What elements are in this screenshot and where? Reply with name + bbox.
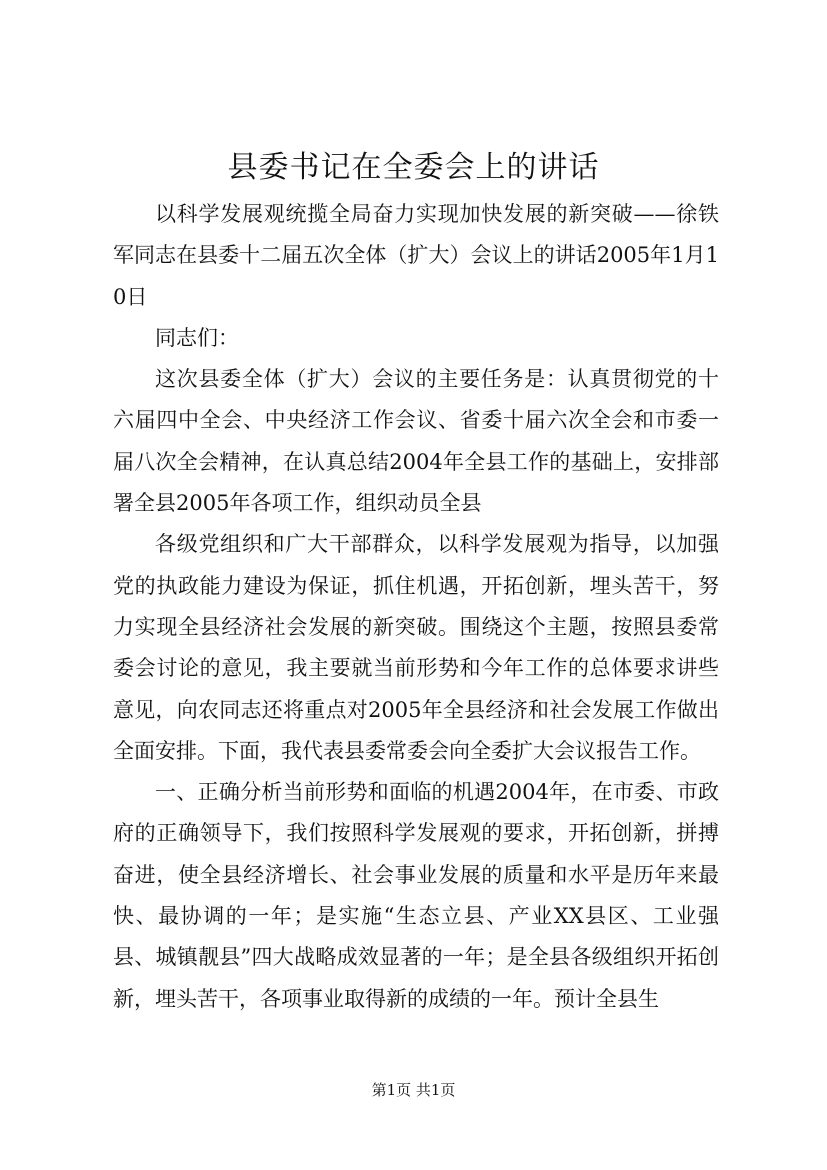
document-title: 县委书记在全委会上的讲话 [227,150,600,185]
page-footer: 第1页 共1页 [371,1081,456,1099]
paragraph-main-task: 这次县委全体（扩大）会议的主要任务是：认真贯彻党的十六届四中全会、中央经济工作会议、省委十届六次全会和市委一届八次全会精神，在认真总结2004年全县工作的基础上，安排部署全县2005年各项工作，组织动员全县 [113,367,719,516]
paragraph-salutation: 同志们： [155,325,239,350]
paragraph-theme: 各级党组织和广大干部群众，以科学发展观为指导，以加强党的执政能力建设为保证，抓住机遇，开拓创新，埋头苦干，努力实现全县经济社会发展的新突破。围绕这个主题，按照县委常委会讨论的意见，我主要就当前形势和今年工作的总体要求讲些意见，向农同志还将重点对2005年全县经济和社会发展工作做出全面安排。下面，我代表县委常委会向全委扩大会议报告工作。 [113,532,719,763]
document-body [113,194,719,1020]
paragraph-section-one: 一、正确分析当前形势和面临的机遇2004年，在市委、市政府的正确领导下，我们按照科学发展观的要求，开拓创新，拼搏奋进，使全县经济增长、社会事业发展的质量和水平是历年来最快、最协调的一年；是实施“生态立县、产业XX县区、工业强县、城镇靓县”四大战略成效显著的一年；是全县各级组织开拓创新，埋头苦干，各项事业取得新的成绩的一年。预计全县生 [113,780,719,1011]
paragraph-subtitle: 以科学发展观统揽全局奋力实现加快发展的新突破——徐铁军同志在县委十二届五次全体（扩大）会议上的讲话2005年1月10日 [113,202,719,309]
